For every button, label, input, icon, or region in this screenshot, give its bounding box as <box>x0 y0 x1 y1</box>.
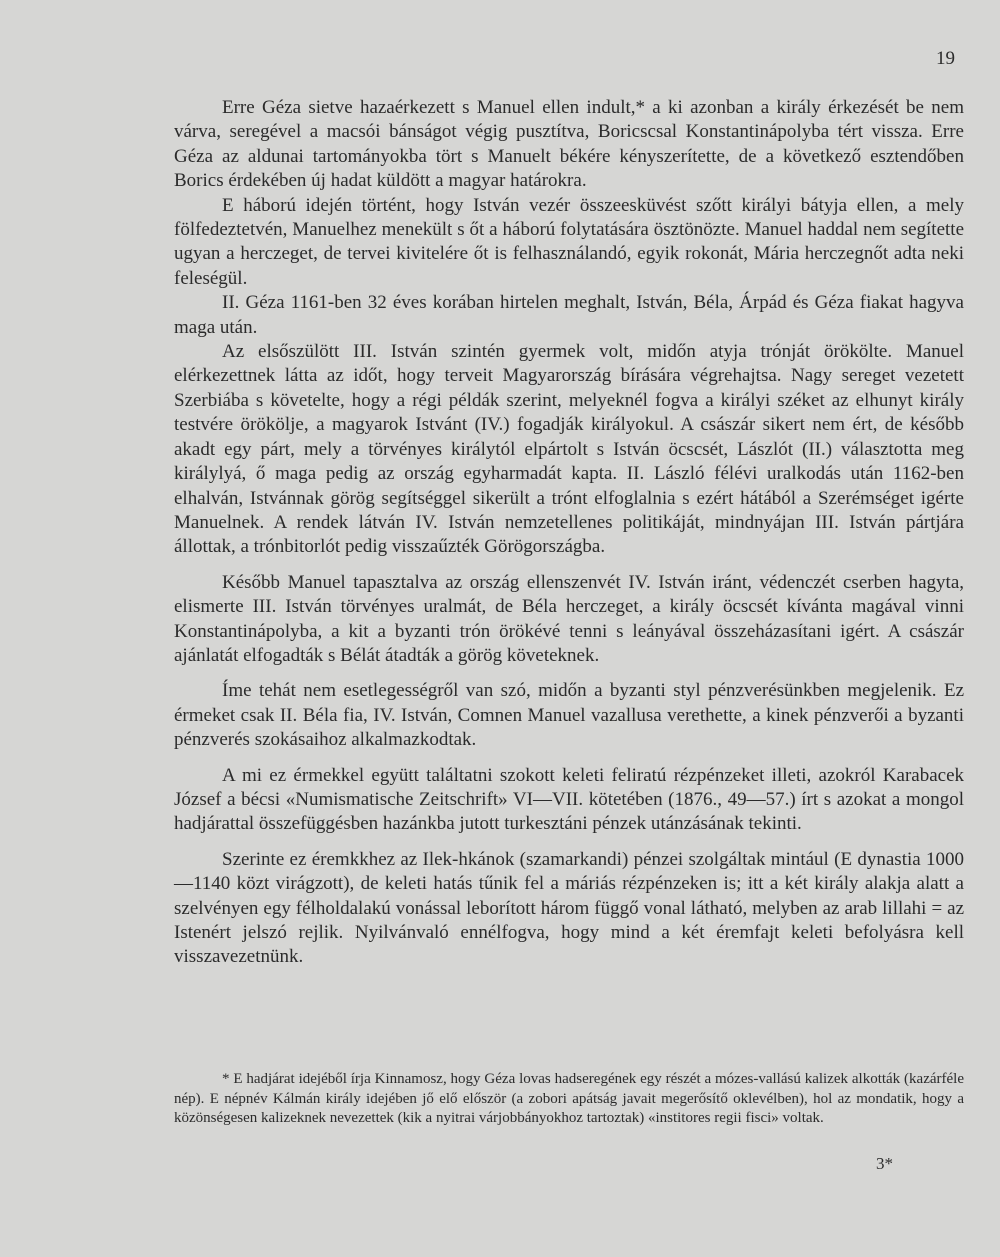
body-text <box>174 96 964 970</box>
paragraph-5: Később Manuel tapasztalva az ország ellenszenvét IV. István iránt, védenczét cserben hagyta, elismerte III. István törvényes uralmát, de Béla herczeget, a király öcscsét kívánta magával vinni Konstantinápolyba, a kit a byzanti trón örökévé tenni s leányával összeházasítani igért. A császár ajánlatát elfogadták s Bélát átadták a görög követeknek. <box>174 571 964 666</box>
paragraph-2: E háború idején történt, hogy István vezér összeesküvést szőtt királyi bátyja ellen, a mely fölfedeztetvén, Manuelhez menekült s őt a háború folytatására ösztönözte. Manuel haddal nem segítette ugyan a herczeget, de tervei kivitelére őt is felhasználandó, egyik rokonát, Mária herczegnőt adta neki feleségül. <box>174 194 964 289</box>
paragraph-8: Szerinte ez éremkkhez az Ilek-hkánok (szamarkandi) pénzei szolgáltak mintául (E dynastia 1000—1140 közt virágzott), de keleti hatás tűnik fel a máriás rézpénzeken is; itt a két király alakja alatt a szelvényen egy félholdalakú vonással leborított három függő vonal látható, melyben az arab lillahi = az Istenért jelszó rejlik. Nyilvánvaló ennélfogva, hogy mind a két éremfajt keleti befolyásra kell visszavezetnünk. <box>174 848 964 968</box>
paragraph-7: A mi ez érmekkel együtt találtatni szokott keleti feliratú rézpénzeket illeti, azokról Karabacek József a bécsi «Numismatische Zeitschrift» VI—VII. kötetében (1876., 49—57.) írt s azokat a mongol hadjárattal összefüggésben hazánkba jutott turkesztáni pénzek utánzásának tekinti. <box>174 764 964 835</box>
paragraph-3: II. Géza 1161-ben 32 éves korában hirtelen meghalt, István, Béla, Árpád és Géza fiakat hagyva maga után. <box>174 292 964 338</box>
paragraph-4: Az elsőszülött III. István szintén gyermek volt, midőn atyja trónját örökölte. Manuel elérkezettnek látta az időt, hogy terveit Magyarország bírására végrehajtsa. Nagy sereget vezetett Szerbiába s követelte, hogy a régi példák szerint, melyeknél fogva a királyi széket az elhunyt király testvére örökölje, a magyarok Istvánt (IV.) fogadják királyokul. A császár sikert nem ért, de később akadt egy párt, mely a törvényes királytól elpártolt s István öcscsét, Lászlót (II.) választotta meg királylyá, ő maga pedig az ország egyharmadát kapta. II. László félévi uralkodás után 1162-ben elhalván, Istvánnak görög segítséggel sikerült a trónt elfoglalnia s ezért hátából a Szerémséget igérte Manuelnek. A rendek látván IV. István nemzetellenes politikáját, mindnyájan III. István pártjára állottak, a trónbitorlót pedig visszaűzték Görögországba. <box>174 341 964 558</box>
footnote <box>174 1070 964 1129</box>
paragraph-1: Erre Géza sietve hazaérkezett s Manuel ellen indult,* a ki azonban a király érkezését be nem várva, seregével a macsói bánságot végig pusztítva, Boricscsal Konstantinápolyba tért vissza. Erre Géza az aldunai tartományokba tört s Manuelt békére kényszerítette, de a következő esztendőben Borics érdekében új hadat küldött a magyar határokra. <box>174 97 964 192</box>
footnote-text: * E hadjárat idejéből írja Kinnamosz, hogy Géza lovas hadseregének egy részét a mózes-vallású kalizek alkották (kazárféle nép). E népnév Kálmán király idejében jő elő először (a zobori apátság javait megerősítő oklevélben), hol az mondatik, hogy a közönségesen kalizeknek nevezettek (kik a nyitrai várjobbányokhoz tartoztak) «institores regii fisci» voltak. <box>174 1071 964 1126</box>
signature-mark: 3* <box>876 1154 893 1173</box>
paragraph-6: Íme tehát nem esetlegességről van szó, midőn a byzanti styl pénzverésünkben megjelenik. Ez érmeket csak II. Béla fia, IV. István, Comnen Manuel vazallusa verethette, a kinek pénzverői a byzanti pénzverés szokásaihoz alkalmazkodtak. <box>174 680 964 751</box>
page-number: 19 <box>936 48 955 69</box>
